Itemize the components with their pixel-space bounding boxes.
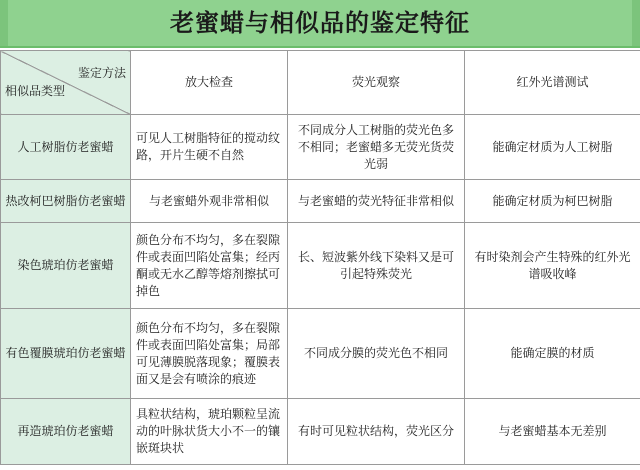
corner-type-label: 相似品类型 [5, 84, 66, 98]
table-cell: 与老蜜蜡基本无差别 [465, 399, 640, 465]
table-row [1, 180, 640, 223]
table-cell: 与老蜜蜡外观非常相似 [131, 180, 288, 223]
page-title: 老蜜蜡与相似品的鉴定特征 [170, 9, 470, 37]
table-cell: 不同成分人工树脂的荧光色多不相同；老蜜蜡多无荧光货荧光弱 [288, 115, 465, 180]
table-cell: 长、短波紫外线下染料又是可引起特殊荧光 [288, 223, 465, 309]
header-row [1, 51, 640, 115]
title-bar [0, 0, 640, 48]
table-cell: 能确定材质为人工树脂 [465, 115, 640, 180]
table-cell: 具粒状结构，琥珀颗粒呈流动的叶脉状货大小不一的镶嵌斑块状 [131, 399, 288, 465]
corner-method-label: 鉴定方法 [77, 66, 126, 80]
table-row [1, 223, 640, 309]
table-cell: 能确定膜的材质 [465, 309, 640, 399]
table-cell: 不同成分膜的荧光色不相同 [288, 309, 465, 399]
table-row [1, 399, 640, 465]
row-header: 人工树脂仿老蜜蜡 [1, 115, 131, 180]
table-cell: 能确定材质为柯巴树脂 [465, 180, 640, 223]
table-cell: 有时可见粒状结构，荧光区分 [288, 399, 465, 465]
row-header: 热改柯巴树脂仿老蜜蜡 [1, 180, 131, 223]
column-header-infrared: 红外光谱测试 [465, 51, 640, 115]
row-header: 染色琥珀仿老蜜蜡 [1, 223, 131, 309]
identification-table [0, 50, 640, 465]
table-row [1, 309, 640, 399]
table-cell: 有时染剂会产生特殊的红外光谱吸收峰 [465, 223, 640, 309]
table-cell: 与老蜜蜡的荧光特征非常相似 [288, 180, 465, 223]
table-cell: 颜色分布不均匀，多在裂隙件或表面凹陷处富集；局部可见薄膜脱落现象；覆膜表面又是会有喷涂的痕迹 [131, 309, 288, 399]
row-header: 再造琥珀仿老蜜蜡 [1, 399, 131, 465]
table-cell: 颜色分布不均匀，多在裂隙件或表面凹陷处富集；经丙酮或无水乙醇等熔剂擦拭可掉色 [131, 223, 288, 309]
corner-cell [1, 51, 131, 115]
column-header-fluorescence: 荧光观察 [288, 51, 465, 115]
table-cell: 可见人工树脂特征的搅动纹路，开片生硬不自然 [131, 115, 288, 180]
column-header-magnify: 放大检查 [131, 51, 288, 115]
row-header: 有色覆膜琥珀仿老蜜蜡 [1, 309, 131, 399]
table-row [1, 115, 640, 180]
